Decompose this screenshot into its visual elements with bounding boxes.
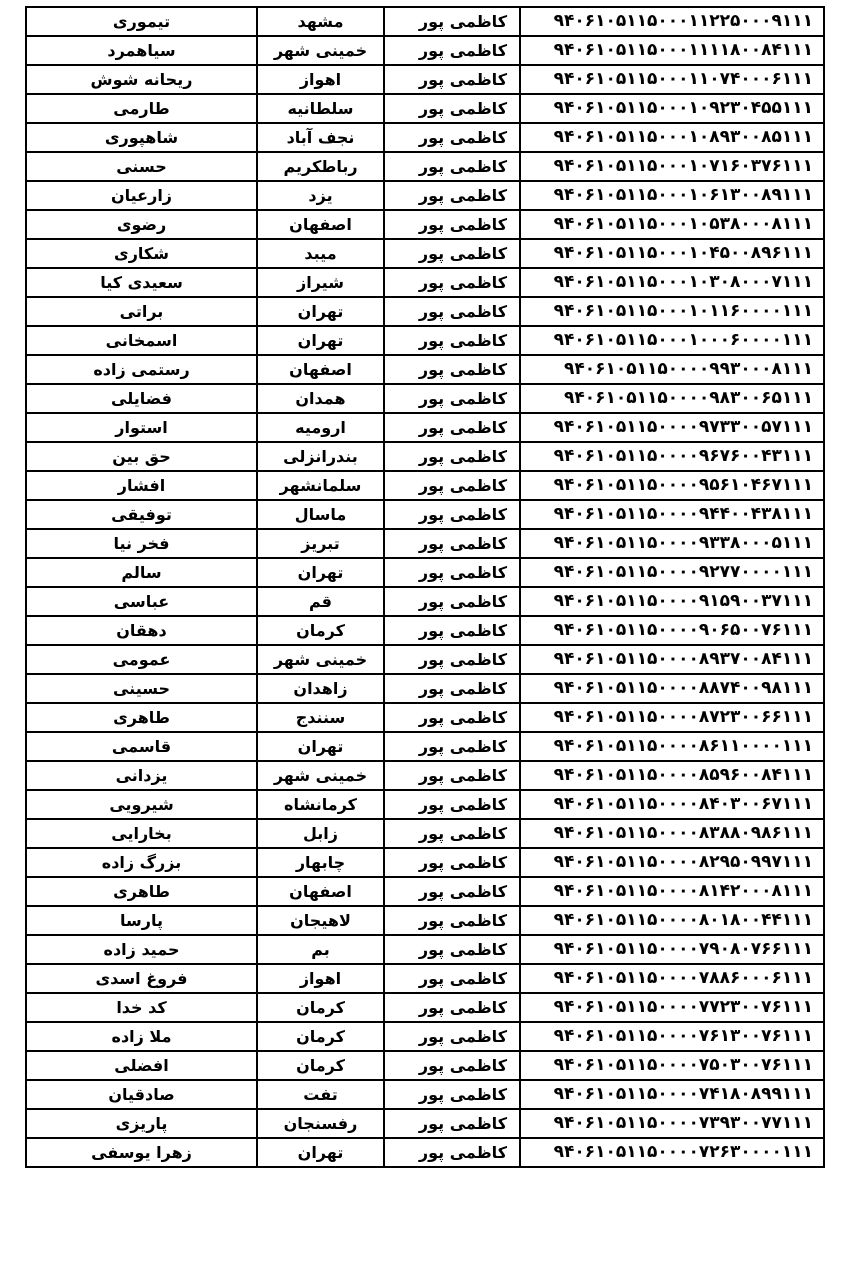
supervisor-cell: کاظمی پور [384, 413, 520, 442]
table-row [26, 1080, 824, 1109]
code-cell: ۹۴۰۶۱۰۵۱۱۵۰۰۰۰۷۲۶۳۰۰۰۰۱۱۱ [520, 1138, 824, 1167]
city-cell: کرمانشاه [257, 790, 384, 819]
table-row [26, 935, 824, 964]
code-cell: ۹۴۰۶۱۰۵۱۱۵۰۰۰۰۹۳۳۸۰۰۰۵۱۱۱ [520, 529, 824, 558]
code-cell: ۹۴۰۶۱۰۵۱۱۵۰۰۰۰۸۲۹۵۰۹۹۷۱۱۱ [520, 848, 824, 877]
supervisor-cell: کاظمی پور [384, 36, 520, 65]
last-name-cell: شاهپوری [26, 123, 257, 152]
table-row [26, 152, 824, 181]
city-cell: تهران [257, 326, 384, 355]
city-cell: شیراز [257, 268, 384, 297]
city-cell: مشهد [257, 7, 384, 36]
supervisor-cell: کاظمی پور [384, 7, 520, 36]
supervisor-cell: کاظمی پور [384, 297, 520, 326]
supervisor-cell: کاظمی پور [384, 181, 520, 210]
code-cell: ۹۴۰۶۱۰۵۱۱۵۰۰۰۰۷۹۰۸۰۷۶۶۱۱۱ [520, 935, 824, 964]
code-cell: ۹۴۰۶۱۰۵۱۱۵۰۰۰۰۸۹۳۷۰۰۸۴۱۱۱ [520, 645, 824, 674]
supervisor-cell: کاظمی پور [384, 964, 520, 993]
table-row [26, 326, 824, 355]
last-name-cell: قاسمی [26, 732, 257, 761]
last-name-cell: تیموری [26, 7, 257, 36]
table-row [26, 355, 824, 384]
table-row [26, 964, 824, 993]
table-row [26, 877, 824, 906]
city-cell: ماسال [257, 500, 384, 529]
last-name-cell: پارسا [26, 906, 257, 935]
last-name-cell: صادقیان [26, 1080, 257, 1109]
city-cell: رفسنجان [257, 1109, 384, 1138]
last-name-cell: حمید زاده [26, 935, 257, 964]
code-cell: ۹۴۰۶۱۰۵۱۱۵۰۰۰۱۰۸۹۳۰۰۸۵۱۱۱ [520, 123, 824, 152]
city-cell: اهواز [257, 65, 384, 94]
last-name-cell: فضایلی [26, 384, 257, 413]
last-name-cell: رضوی [26, 210, 257, 239]
city-cell: قم [257, 587, 384, 616]
code-cell: ۹۴۰۶۱۰۵۱۱۵۰۰۰۰۷۶۱۳۰۰۷۶۱۱۱ [520, 1022, 824, 1051]
table-row [26, 1138, 824, 1167]
last-name-cell: ریحانه شوش [26, 65, 257, 94]
last-name-cell: براتی [26, 297, 257, 326]
code-cell: ۹۴۰۶۱۰۵۱۱۵۰۰۰۰۷۳۹۳۰۰۷۷۱۱۱ [520, 1109, 824, 1138]
table-row [26, 906, 824, 935]
code-cell: ۹۴۰۶۱۰۵۱۱۵۰۰۰۱۰۱۱۶۰۰۰۰۱۱۱ [520, 297, 824, 326]
city-cell: خمینی شهر [257, 761, 384, 790]
supervisor-cell: کاظمی پور [384, 326, 520, 355]
city-cell: سلطانیه [257, 94, 384, 123]
city-cell: کرمان [257, 616, 384, 645]
records-table [25, 6, 825, 1168]
city-cell: اصفهان [257, 355, 384, 384]
table-row [26, 268, 824, 297]
city-cell: نجف آباد [257, 123, 384, 152]
city-cell: میبد [257, 239, 384, 268]
code-cell: ۹۴۰۶۱۰۵۱۱۵۰۰۰۱۰۶۱۳۰۰۸۹۱۱۱ [520, 181, 824, 210]
last-name-cell: حق بین [26, 442, 257, 471]
last-name-cell: فخر نیا [26, 529, 257, 558]
supervisor-cell: کاظمی پور [384, 993, 520, 1022]
last-name-cell: عمومی [26, 645, 257, 674]
supervisor-cell: کاظمی پور [384, 268, 520, 297]
table-row [26, 297, 824, 326]
last-name-cell: عباسی [26, 587, 257, 616]
last-name-cell: زهرا یوسفی [26, 1138, 257, 1167]
city-cell: بم [257, 935, 384, 964]
city-cell: کرمان [257, 993, 384, 1022]
supervisor-cell: کاظمی پور [384, 1022, 520, 1051]
code-cell: ۹۴۰۶۱۰۵۱۱۵۰۰۰۰۹۵۶۱۰۴۶۷۱۱۱ [520, 471, 824, 500]
code-cell: ۹۴۰۶۱۰۵۱۱۵۰۰۰۰۸۶۱۱۰۰۰۰۱۱۱ [520, 732, 824, 761]
supervisor-cell: کاظمی پور [384, 906, 520, 935]
supervisor-cell: کاظمی پور [384, 645, 520, 674]
code-cell: ۹۴۰۶۱۰۵۱۱۵۰۰۰۱۰۵۳۸۰۰۰۸۱۱۱ [520, 210, 824, 239]
supervisor-cell: کاظمی پور [384, 529, 520, 558]
last-name-cell: طارمی [26, 94, 257, 123]
supervisor-cell: کاظمی پور [384, 500, 520, 529]
supervisor-cell: کاظمی پور [384, 1080, 520, 1109]
supervisor-cell: کاظمی پور [384, 1138, 520, 1167]
code-cell: ۹۴۰۶۱۰۵۱۱۵۰۰۰۱۱۰۷۴۰۰۰۶۱۱۱ [520, 65, 824, 94]
table-row [26, 993, 824, 1022]
supervisor-cell: کاظمی پور [384, 848, 520, 877]
table-row [26, 65, 824, 94]
table-row [26, 587, 824, 616]
supervisor-cell: کاظمی پور [384, 616, 520, 645]
supervisor-cell: کاظمی پور [384, 65, 520, 94]
code-cell: ۹۴۰۶۱۰۵۱۱۵۰۰۰۰۸۳۸۸۰۹۸۶۱۱۱ [520, 819, 824, 848]
last-name-cell: حسنی [26, 152, 257, 181]
table-row [26, 1051, 824, 1080]
table-row [26, 123, 824, 152]
city-cell: تبریز [257, 529, 384, 558]
table-row [26, 645, 824, 674]
supervisor-cell: کاظمی پور [384, 384, 520, 413]
supervisor-cell: کاظمی پور [384, 703, 520, 732]
code-cell: ۹۴۰۶۱۰۵۱۱۵۰۰۰۰۷۵۰۳۰۰۷۶۱۱۱ [520, 1051, 824, 1080]
last-name-cell: طاهری [26, 703, 257, 732]
table-row [26, 239, 824, 268]
code-cell: ۹۴۰۶۱۰۵۱۱۵۰۰۰۰۸۸۷۴۰۰۹۸۱۱۱ [520, 674, 824, 703]
table-row [26, 674, 824, 703]
code-cell: ۹۴۰۶۱۰۵۱۱۵۰۰۰۰۹۱۵۹۰۰۳۷۱۱۱ [520, 587, 824, 616]
last-name-cell: رستمی زاده [26, 355, 257, 384]
code-cell: ۹۴۰۶۱۰۵۱۱۵۰۰۰۱۰۰۰۶۰۰۰۰۱۱۱ [520, 326, 824, 355]
supervisor-cell: کاظمی پور [384, 674, 520, 703]
code-cell: ۹۴۰۶۱۰۵۱۱۵۰۰۰۱۰۳۰۸۰۰۰۷۱۱۱ [520, 268, 824, 297]
code-cell: ۹۴۰۶۱۰۵۱۱۵۰۰۰۱۰۹۲۳۰۴۵۵۱۱۱ [520, 94, 824, 123]
city-cell: کرمان [257, 1051, 384, 1080]
last-name-cell: شکاری [26, 239, 257, 268]
table-row [26, 442, 824, 471]
table-row [26, 1109, 824, 1138]
code-cell: ۹۴۰۶۱۰۵۱۱۵۰۰۰۰۷۷۲۳۰۰۷۶۱۱۱ [520, 993, 824, 1022]
city-cell: تهران [257, 558, 384, 587]
supervisor-cell: کاظمی پور [384, 732, 520, 761]
table-row [26, 790, 824, 819]
table-row [26, 7, 824, 36]
last-name-cell: استوار [26, 413, 257, 442]
records-table-body [26, 7, 824, 1167]
city-cell: زابل [257, 819, 384, 848]
supervisor-cell: کاظمی پور [384, 558, 520, 587]
city-cell: یزد [257, 181, 384, 210]
table-row [26, 1022, 824, 1051]
code-cell: ۹۴۰۶۱۰۵۱۱۵۰۰۰۰۷۸۸۶۰۰۰۶۱۱۱ [520, 964, 824, 993]
last-name-cell: بخارایی [26, 819, 257, 848]
last-name-cell: زارعیان [26, 181, 257, 210]
supervisor-cell: کاظمی پور [384, 239, 520, 268]
last-name-cell: شیرویی [26, 790, 257, 819]
table-row [26, 703, 824, 732]
city-cell: تفت [257, 1080, 384, 1109]
supervisor-cell: کاظمی پور [384, 1109, 520, 1138]
city-cell: خمینی شهر [257, 645, 384, 674]
supervisor-cell: کاظمی پور [384, 877, 520, 906]
code-cell: ۹۴۰۶۱۰۵۱۱۵۰۰۰۰۸۷۲۳۰۰۶۶۱۱۱ [520, 703, 824, 732]
last-name-cell: سعیدی کیا [26, 268, 257, 297]
table-row [26, 529, 824, 558]
supervisor-cell: کاظمی پور [384, 442, 520, 471]
supervisor-cell: کاظمی پور [384, 471, 520, 500]
city-cell: تهران [257, 732, 384, 761]
last-name-cell: افضلی [26, 1051, 257, 1080]
table-row [26, 558, 824, 587]
city-cell: رباطکریم [257, 152, 384, 181]
code-cell: ۹۴۰۶۱۰۵۱۱۵۰۰۰۰۹۴۴۰۰۴۳۸۱۱۱ [520, 500, 824, 529]
code-cell: ۹۴۰۶۱۰۵۱۱۵۰۰۰۰۸۰۱۸۰۰۴۴۱۱۱ [520, 906, 824, 935]
city-cell: خمینی شهر [257, 36, 384, 65]
supervisor-cell: کاظمی پور [384, 123, 520, 152]
city-cell: اهواز [257, 964, 384, 993]
city-cell: بندرانزلی [257, 442, 384, 471]
code-cell: ۹۴۰۶۱۰۵۱۱۵۰۰۰۱۱۲۲۵۰۰۰۹۱۱۱ [520, 7, 824, 36]
code-cell: ۹۴۰۶۱۰۵۱۱۵۰۰۰۰۸۵۹۶۰۰۸۴۱۱۱ [520, 761, 824, 790]
table-row [26, 384, 824, 413]
table-row [26, 819, 824, 848]
city-cell: اصفهان [257, 210, 384, 239]
code-cell: ۹۴۰۶۱۰۵۱۱۵۰۰۰۰۹۲۷۷۰۰۰۰۱۱۱ [520, 558, 824, 587]
table-row [26, 500, 824, 529]
supervisor-cell: کاظمی پور [384, 94, 520, 123]
supervisor-cell: کاظمی پور [384, 819, 520, 848]
table-row [26, 210, 824, 239]
supervisor-cell: کاظمی پور [384, 152, 520, 181]
table-row [26, 471, 824, 500]
table-row [26, 848, 824, 877]
table-row [26, 616, 824, 645]
city-cell: همدان [257, 384, 384, 413]
table-row [26, 181, 824, 210]
supervisor-cell: کاظمی پور [384, 935, 520, 964]
table-row [26, 413, 824, 442]
code-cell: ۹۴۰۶۱۰۵۱۱۵۰۰۰۱۰۷۱۶۰۳۷۶۱۱۱ [520, 152, 824, 181]
code-cell: ۹۴۰۶۱۰۵۱۱۵۰۰۰۰۹۹۳۰۰۰۸۱۱۱ [520, 355, 824, 384]
last-name-cell: بزرگ زاده [26, 848, 257, 877]
code-cell: ۹۴۰۶۱۰۵۱۱۵۰۰۰۱۱۱۱۸۰۰۸۴۱۱۱ [520, 36, 824, 65]
supervisor-cell: کاظمی پور [384, 790, 520, 819]
last-name-cell: یزدانی [26, 761, 257, 790]
city-cell: سلمانشهر [257, 471, 384, 500]
supervisor-cell: کاظمی پور [384, 210, 520, 239]
table-row [26, 36, 824, 65]
code-cell: ۹۴۰۶۱۰۵۱۱۵۰۰۰۰۹۶۷۶۰۰۴۳۱۱۱ [520, 442, 824, 471]
city-cell: سنندج [257, 703, 384, 732]
supervisor-cell: کاظمی پور [384, 587, 520, 616]
last-name-cell: ملا زاده [26, 1022, 257, 1051]
last-name-cell: اسمخانی [26, 326, 257, 355]
last-name-cell: سیاهمرد [26, 36, 257, 65]
last-name-cell: افشار [26, 471, 257, 500]
supervisor-cell: کاظمی پور [384, 761, 520, 790]
last-name-cell: کد خدا [26, 993, 257, 1022]
code-cell: ۹۴۰۶۱۰۵۱۱۵۰۰۰۱۰۴۵۰۰۸۹۶۱۱۱ [520, 239, 824, 268]
city-cell: تهران [257, 1138, 384, 1167]
city-cell: چابهار [257, 848, 384, 877]
last-name-cell: فروغ اسدی [26, 964, 257, 993]
last-name-cell: پاریزی [26, 1109, 257, 1138]
supervisor-cell: کاظمی پور [384, 1051, 520, 1080]
city-cell: لاهیجان [257, 906, 384, 935]
city-cell: ارومیه [257, 413, 384, 442]
city-cell: زاهدان [257, 674, 384, 703]
city-cell: کرمان [257, 1022, 384, 1051]
city-cell: تهران [257, 297, 384, 326]
last-name-cell: دهقان [26, 616, 257, 645]
supervisor-cell: کاظمی پور [384, 355, 520, 384]
code-cell: ۹۴۰۶۱۰۵۱۱۵۰۰۰۰۷۴۱۸۰۸۹۹۱۱۱ [520, 1080, 824, 1109]
code-cell: ۹۴۰۶۱۰۵۱۱۵۰۰۰۰۹۸۳۰۰۶۵۱۱۱ [520, 384, 824, 413]
code-cell: ۹۴۰۶۱۰۵۱۱۵۰۰۰۰۸۱۴۲۰۰۰۸۱۱۱ [520, 877, 824, 906]
last-name-cell: طاهری [26, 877, 257, 906]
code-cell: ۹۴۰۶۱۰۵۱۱۵۰۰۰۰۹۰۶۵۰۰۷۶۱۱۱ [520, 616, 824, 645]
table-row [26, 732, 824, 761]
city-cell: اصفهان [257, 877, 384, 906]
last-name-cell: حسینی [26, 674, 257, 703]
code-cell: ۹۴۰۶۱۰۵۱۱۵۰۰۰۰۹۷۳۳۰۰۵۷۱۱۱ [520, 413, 824, 442]
table-row [26, 761, 824, 790]
last-name-cell: سالم [26, 558, 257, 587]
table-row [26, 94, 824, 123]
last-name-cell: توفیقی [26, 500, 257, 529]
code-cell: ۹۴۰۶۱۰۵۱۱۵۰۰۰۰۸۴۰۳۰۰۶۷۱۱۱ [520, 790, 824, 819]
